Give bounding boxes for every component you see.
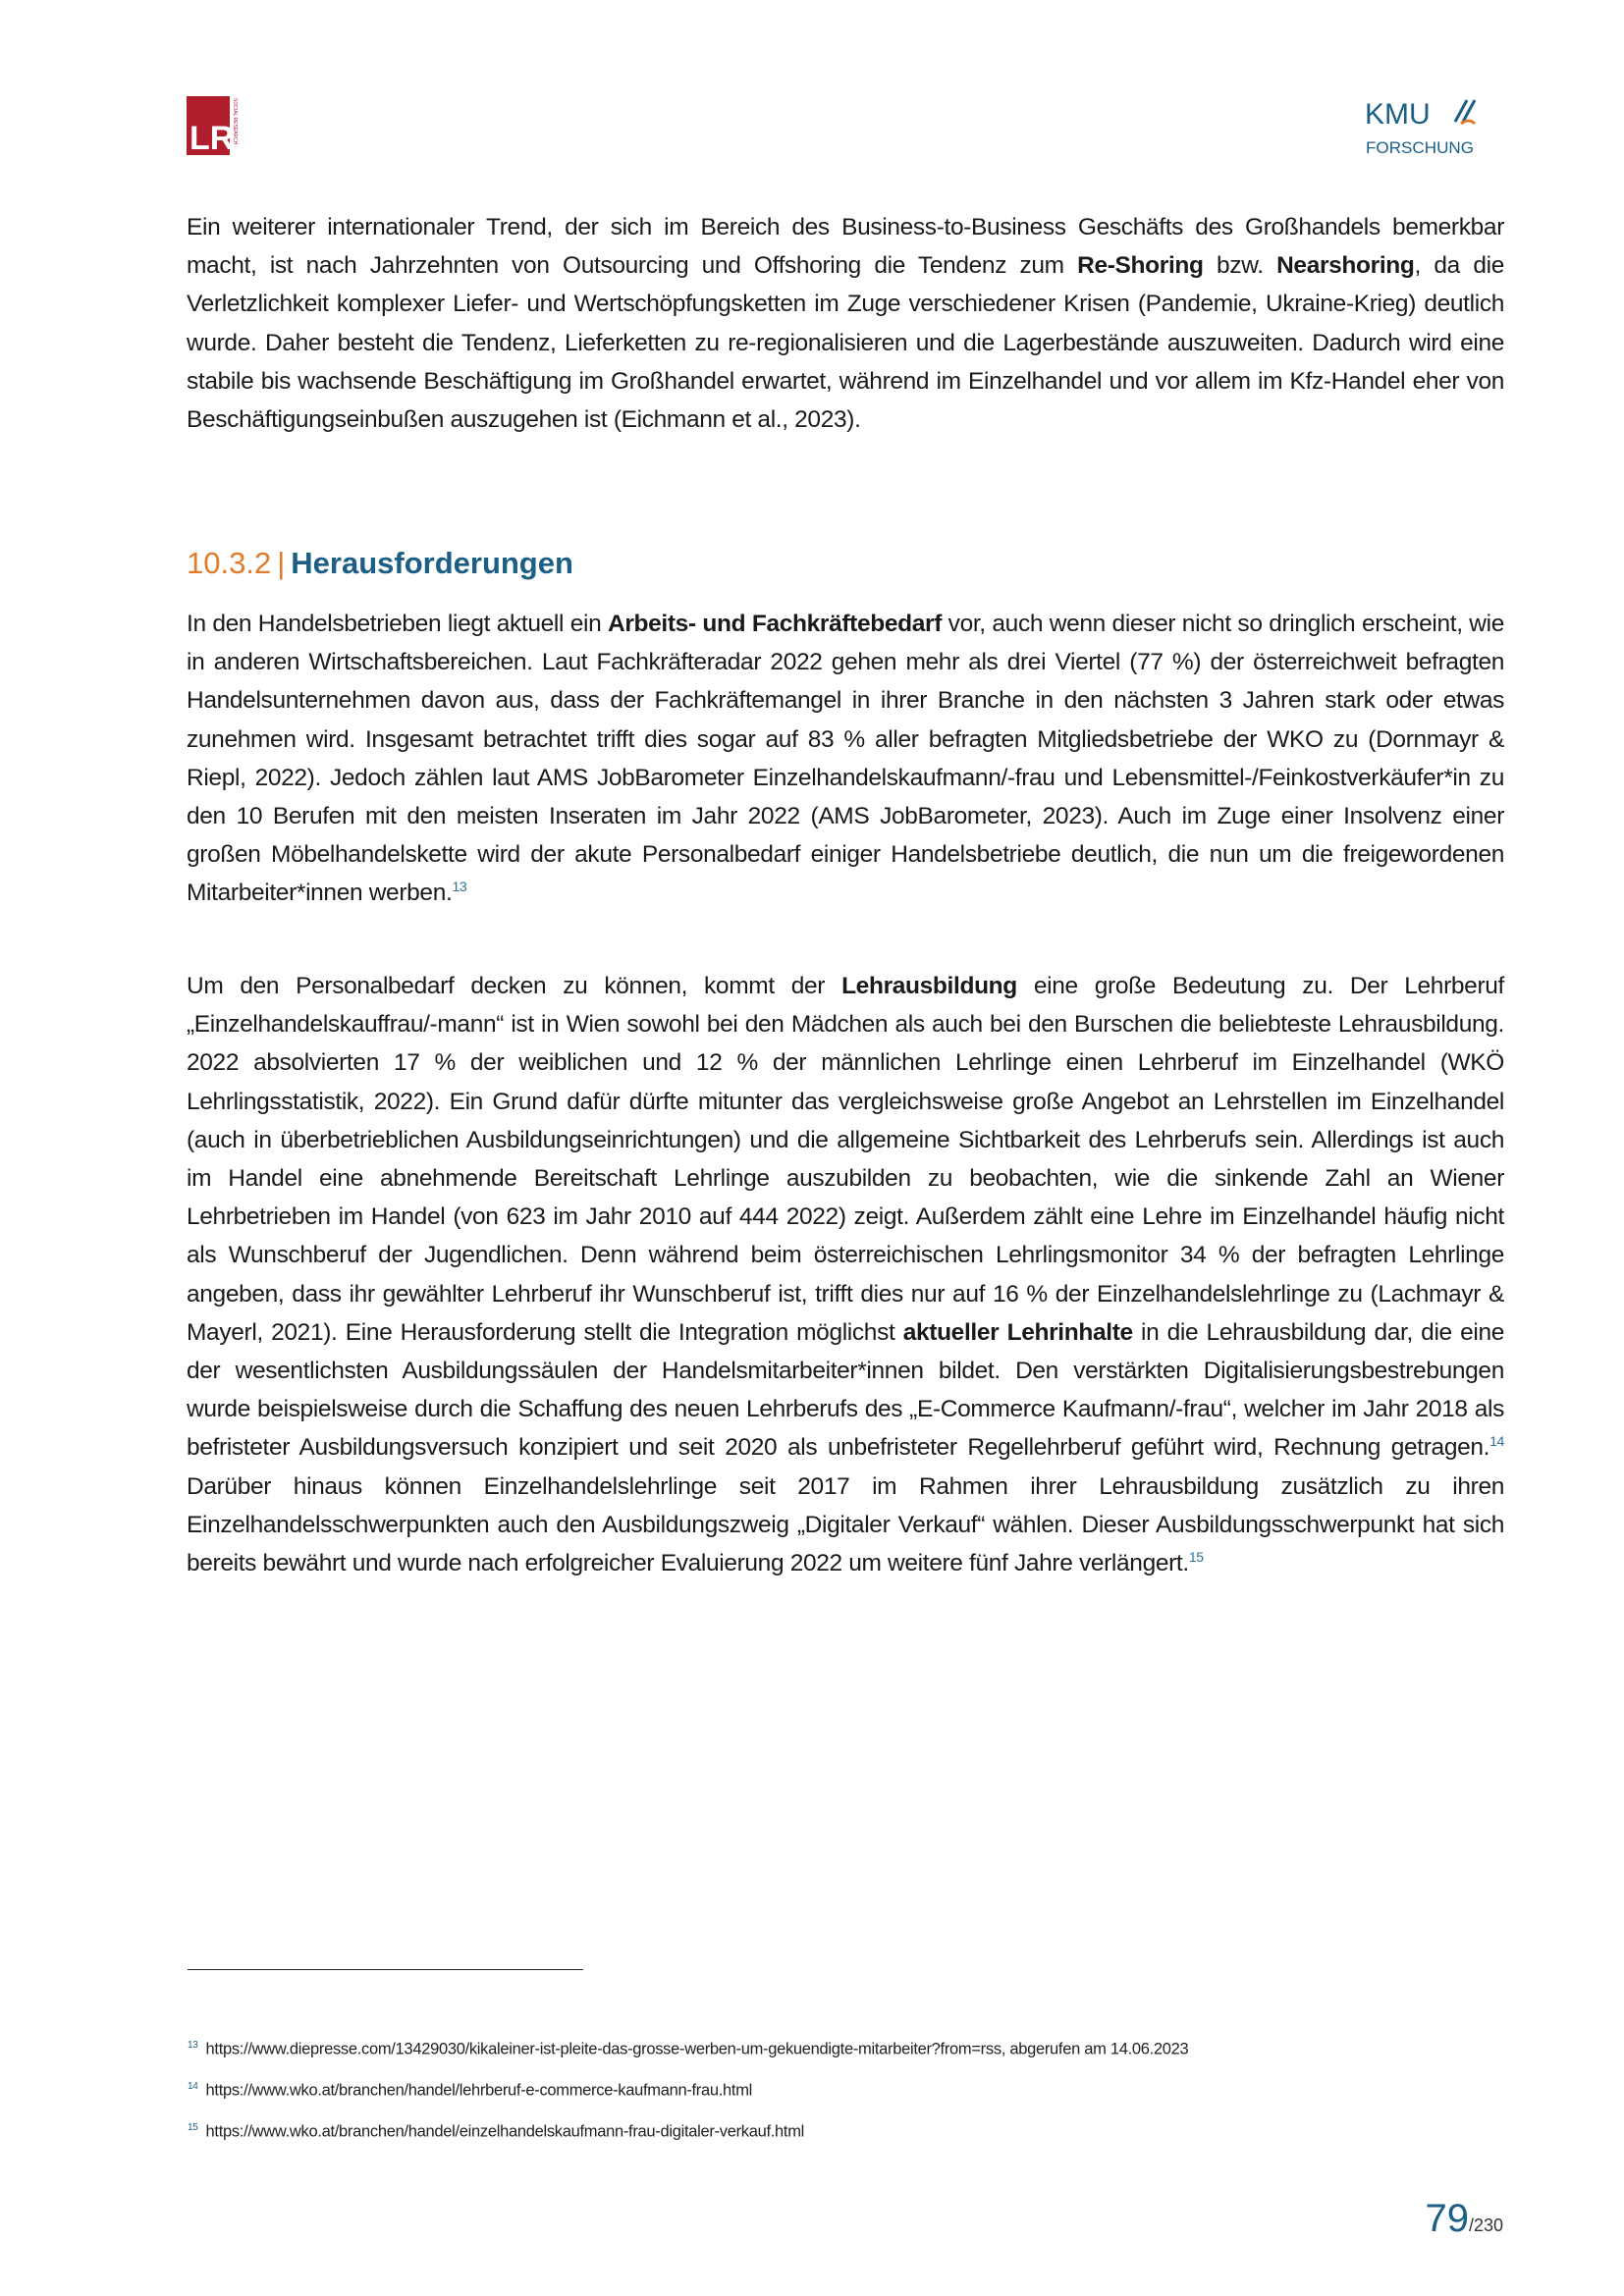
- svg-text:SOCIAL RESEARCH: SOCIAL RESEARCH: [232, 98, 238, 145]
- text-run: eine große Bedeutung zu. Der Lehrberuf „Einzelhandelskauffrau/-mann“ ist in Wien sowohl bei den Mädchen als auch bei den Burschen die beliebteste Lehrausbildung. 2022 absolvierten 17 % der weiblichen und 12 % der männlichen Lehrlinge einen Lehrberuf im Einzelhandel (WKÖ Lehrlingsstatistik, 2022). Ein Grund dafür dürfte mitunter das vergleichsweise große Angebot an Lehrstellen im Einzelhandel (auch in überbetrieblichen Ausbildungseinrichtungen) und die allgemeine Sichtbarkeit des Lehrberufs sein. Allerdings ist auch im Handel eine abnehmende Bereitschaft Lehrlinge auszubilden zu beobachten, wie die sinkende Zahl an Wiener Lehrbetrieben im Handel (von 623 im Jahr 2010 auf 444 2022) zeigt. Außerdem zählt eine Lehre im Einzelhandel häufig nicht als Wunschberuf der Jugendlichen. Denn während beim österreichischen Lehrlingsmonitor 34 % der befragten Lehrlinge angeben, dass ihr gewählter Lehrberuf ihr Wunschberuf ist, trifft dies nur auf 16 % der Einzelhandelslehrlinge zu (Lachmayr & Mayerl, 2021). Eine Herausforderung stellt die Integration möglichst: [187, 973, 1504, 1346]
- svg-text:LR: LR: [189, 120, 235, 155]
- bold-term: Arbeits- und Fachkräftebedarf: [607, 611, 943, 637]
- current-page: 79: [1425, 2197, 1469, 2240]
- footnote-divider: [188, 1969, 583, 1970]
- text-run: vor, auch wenn dieser nicht so dringlich erscheint, wie in anderen Wirtschaftsbereichen. Laut Fachkräfteradar 2022 gehen mehr als drei Viertel (77 %) der österreichweit befragten Handelsunternehmen davon aus, dass der Fachkräftemangel in ihrer Branche in den nächsten 3 Jahren stark oder etwas zunehmen wird. Insgesamt betrachtet trifft dies sogar auf 83 % aller befragten Mitgliedsbetriebe der WKO zu (Dornmayr & Riepl, 2022). Jedoch zählen laut AMS JobBarometer Einzelhandelskaufmann/-frau und Lebensmittel-/Feinkostverkäufer*in zu den 10 Berufen mit den meisten Inseraten im Jahr 2022 (AMS JobBarometer, 2023). Auch im Zuge einer Insolvenz einer großen Möbelhandelskette wird der akute Personalbedarf einiger Handelsbetriebe deutlich, die nun um die freigewordenen Mitarbeiter*innen werben.: [187, 611, 1504, 907]
- bold-term: aktueller Lehrinhalte: [902, 1318, 1133, 1346]
- text-run: Um den Personalbedarf decken zu können, kommt der: [187, 973, 842, 999]
- paragraph-reshoring: [187, 208, 1504, 439]
- section-title: Herausforderungen: [291, 546, 573, 580]
- footnote-reference[interactable]: 15: [1188, 1548, 1204, 1565]
- text-run: in die Lehrausbildung dar, die eine der wesentlichsten Ausbildungssäulen der Handelsmitarbeiter*innen bildet. Den verstärkten Digitalisierungsbestrebungen wurde beispielsweise durch die Schaffung des neuen Lehrberufs des „E-Commerce Kaufmann/-frau“, welcher im Jahr 2018 als befristeter Ausbildungsversuch konzipiert und seit 2020 als unbefristeter Regellehrberuf geführt wird, Rechnung getragen.: [187, 1318, 1504, 1462]
- page-number: [1425, 2197, 1503, 2241]
- text-run: Ein weiterer internationaler Trend, der sich im Bereich des Business-to-Business Geschäfts des Großhandels bemerkbar macht, ist nach Jahrzehnten von Outsourcing und Offshoring die Tendenz zum: [187, 214, 1504, 280]
- bold-term: Nearshoring: [1276, 252, 1415, 280]
- svg-text:FORSCHUNG: FORSCHUNG: [1366, 138, 1474, 157]
- footnote-14: [188, 2081, 752, 2101]
- bold-term: Re-Shoring: [1077, 252, 1204, 280]
- text-run: Darüber hinaus können Einzelhandelslehrlinge seit 2017 im Rahmen ihrer Lehrausbildung zusätzlich zu ihren Einzelhandelsschwerpunkten auch den Ausbildungszweig „Digitaler Verkauf“ wählen. Dieser Ausbildungsschwerpunkt hat sich bereits bewährt und wurde nach erfolgreicher Evaluierung 2022 um weitere fünf Jahre verlängert.: [187, 1472, 1504, 1577]
- text-run: , da die Verletzlichkeit komplexer Liefer- und Wertschöpfungsketten im Zuge verschiedener Krisen (Pandemie, Ukraine-Krieg) deutlich wurde. Daher besteht die Tendenz, Lieferketten zu re-regionalisieren und die Lagerbestände auszuweiten. Dadurch wird eine stabile bis wachsende Beschäftigung im Großhandel erwartet, während im Einzelhandel und vor allem im Kfz-Handel eher von Beschäftigungseinbußen auszugehen ist (Eichmann et al., 2023).: [187, 252, 1504, 434]
- heading-separator: |: [277, 546, 286, 580]
- footnote-link[interactable]: https://www.wko.at/branchen/handel/lehrberuf-e-commerce-kaufmann-frau.html: [205, 2081, 753, 2100]
- text-run: bzw.: [1203, 252, 1277, 280]
- footnote-number: 15: [188, 2122, 198, 2133]
- footnote-13: [188, 2040, 1188, 2059]
- lr-social-research-logo: [187, 96, 240, 155]
- footnote-link[interactable]: https://www.wko.at/branchen/handel/einzelhandelskaufmann-frau-digitaler-verkauf.html: [205, 2122, 805, 2141]
- paragraph-fachkraeftebedarf: [187, 605, 1504, 913]
- text-run: In den Handelsbetrieben liegt aktuell ein: [187, 611, 608, 637]
- section-heading: [187, 546, 573, 581]
- section-number: 10.3.2: [187, 546, 272, 580]
- bold-term: Lehrausbildung: [841, 973, 1017, 999]
- footnote-number: 14: [188, 2081, 198, 2092]
- total-pages: /230: [1468, 2216, 1503, 2235]
- footnote-number: 13: [188, 2040, 198, 2051]
- footnote-reference[interactable]: 14: [1489, 1433, 1504, 1450]
- footnote-link[interactable]: https://www.diepresse.com/13429030/kikaleiner-ist-pleite-das-grosse-werben-um-gekuendigte-mitarbeiter?from=rss, abgerufen am 14.06.2023: [205, 2040, 1189, 2058]
- svg-text:KMU: KMU: [1365, 98, 1431, 131]
- footnote-reference[interactable]: 13: [452, 879, 467, 895]
- kmu-forschung-logo: [1365, 94, 1492, 157]
- paragraph-lehrausbildung: [187, 967, 1504, 1582]
- footnote-15: [188, 2122, 804, 2142]
